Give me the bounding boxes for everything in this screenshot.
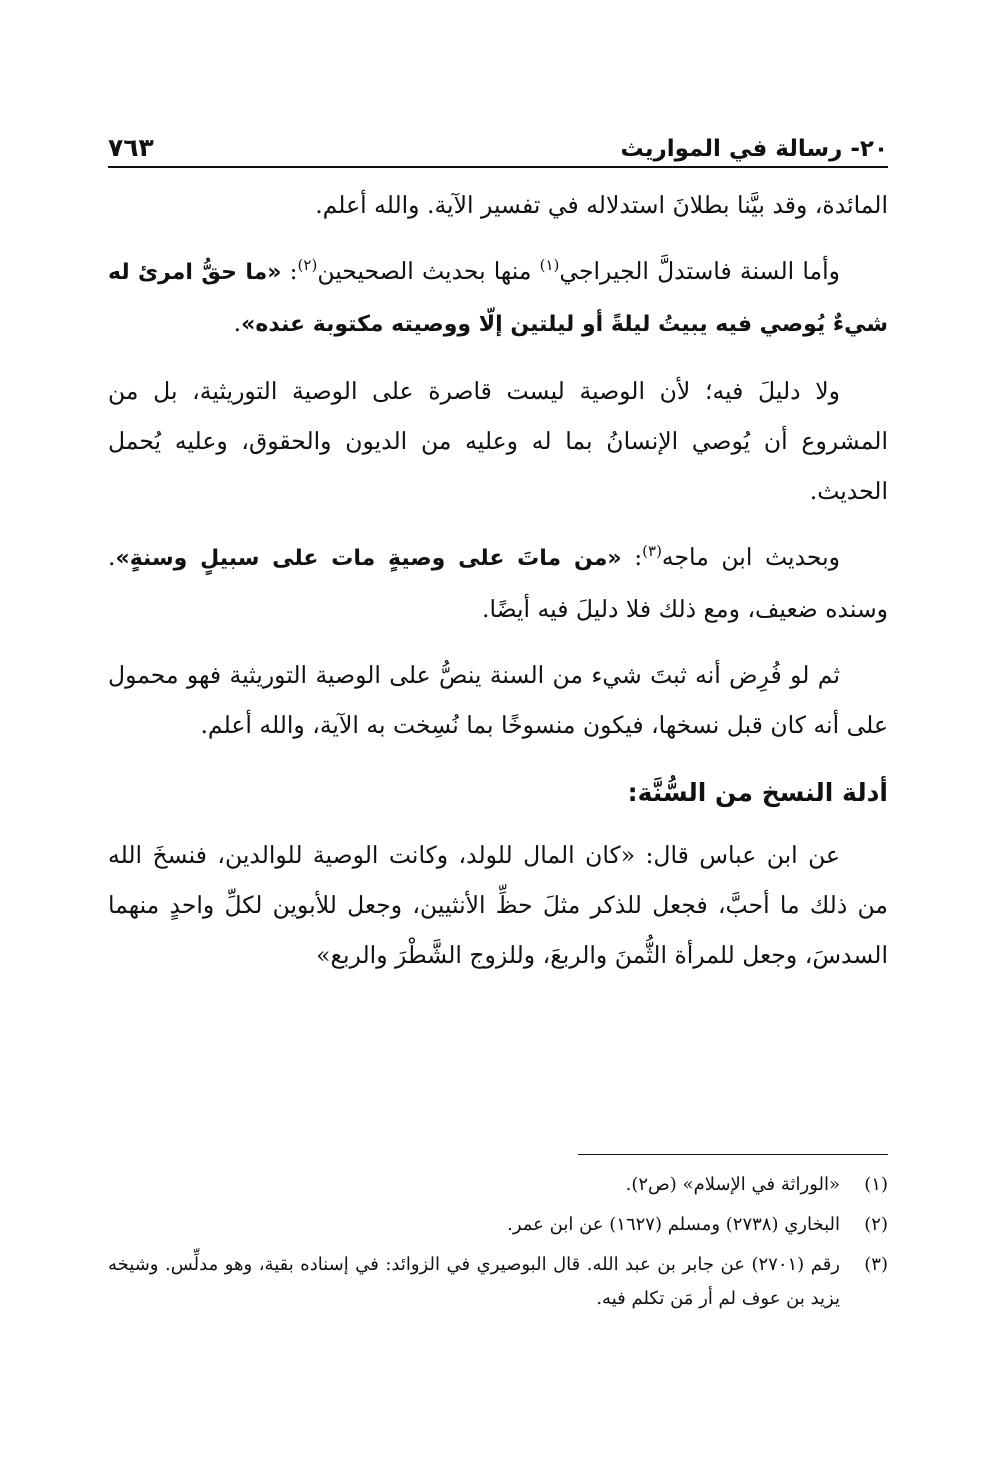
hadith-quote-1: «ما حقُّ امرئ له شيءٌ يُوصي فيه يبيتُ ليلةً أو ليلتين إلّا ووصيته مكتوبة عنده»: [108, 260, 888, 337]
section-heading: أدلة النسخ من السُّنَّة:: [627, 778, 888, 807]
footnote-number: (٣): [864, 1254, 888, 1275]
paragraph-5: ثم لو فُرِض أنه ثبتَ شيء من السنة ينصُّ على الوصية التوريثية فهو محمول على أنه كان قبل نسخها، فيكون منسوخًا بما نُسِخت به الآية، والله أعلم.: [108, 661, 888, 739]
paragraph-2-text-c: :: [281, 257, 298, 285]
paragraph-2-text-b: منها بحديث الصحيحين: [317, 257, 540, 285]
footnote-2: [108, 1208, 888, 1242]
footnote-text: رقم (٢٧٠١) عن جابر بن عبد الله. قال البوصيري في الزوائد: في إسناده بقية، وهو مدلِّس. وشيخه يزيد بن عوف لم أر مَن تكلم فيه.: [108, 1254, 840, 1309]
paragraph-4-text-b: :: [621, 543, 643, 571]
footnote-number: (٢): [864, 1214, 888, 1235]
paragraph-3: ولا دليلَ فيه؛ لأن الوصية ليست قاصرة على الوصية التوريثية، بل من المشروع أن يُوصي الإنسانُ بما له وعليه من الديون والحقوق، وعليه يُحمل الحديث.: [108, 377, 888, 505]
footnote-1: [108, 1168, 888, 1202]
paragraph-1: المائدة، وقد بيَّنا بطلانَ استدلاله في تفسير الآية. والله أعلم.: [315, 191, 888, 219]
paragraph-4-text-c: . وسنده ضعيف، ومع ذلك فلا دليلَ فيه أيضًا.: [108, 543, 888, 623]
running-title: ٢٠- رسالة في المواريث: [620, 136, 888, 162]
footnote-number: (١): [864, 1174, 888, 1195]
paragraph-2-end: .: [233, 309, 242, 337]
footnote-ref-1[interactable]: (١): [539, 256, 560, 275]
paragraph-4: [108, 532, 888, 634]
page-header: [108, 122, 888, 162]
footnote-separator: [578, 1154, 888, 1155]
hadith-quote-2: «من ماتَ على وصيةٍ مات على سبيلٍ وسنةٍ»: [115, 546, 622, 571]
footnote-ref-2[interactable]: (٢): [297, 256, 318, 275]
page-body: [108, 180, 888, 980]
paragraph-4-text-a: وبحديث ابن ماجه: [661, 543, 840, 571]
paragraph-2: [108, 246, 888, 350]
footnote-ref-3[interactable]: (٣): [642, 542, 662, 561]
header-rule: [108, 166, 888, 168]
footnote-text: «الوراثة في الإسلام» (ص٢).: [625, 1174, 840, 1195]
paragraph-2-text-a: وأما السنة فاستدلَّ الجيراجي: [559, 257, 840, 285]
footnote-3: [108, 1248, 888, 1316]
footnotes: [108, 1168, 888, 1322]
page-number: ٧٦٣: [108, 133, 154, 162]
paragraph-6: عن ابن عباس قال: «كان المال للولد، وكانت الوصية للوالدين، فنسخَ الله من ذلك ما أحبَّ، فجعل للذكر مثلَ حظِّ الأنثيين، وجعل للأبوين لكلِّ واحدٍ منهما السدسَ، وجعل للمرأة الثُّمنَ والربعَ، وللزوج الشَّطْرَ والربع»: [108, 841, 888, 969]
footnote-text: البخاري (٢٧٣٨) ومسلم (١٦٢٧) عن ابن عمر.: [507, 1214, 840, 1235]
